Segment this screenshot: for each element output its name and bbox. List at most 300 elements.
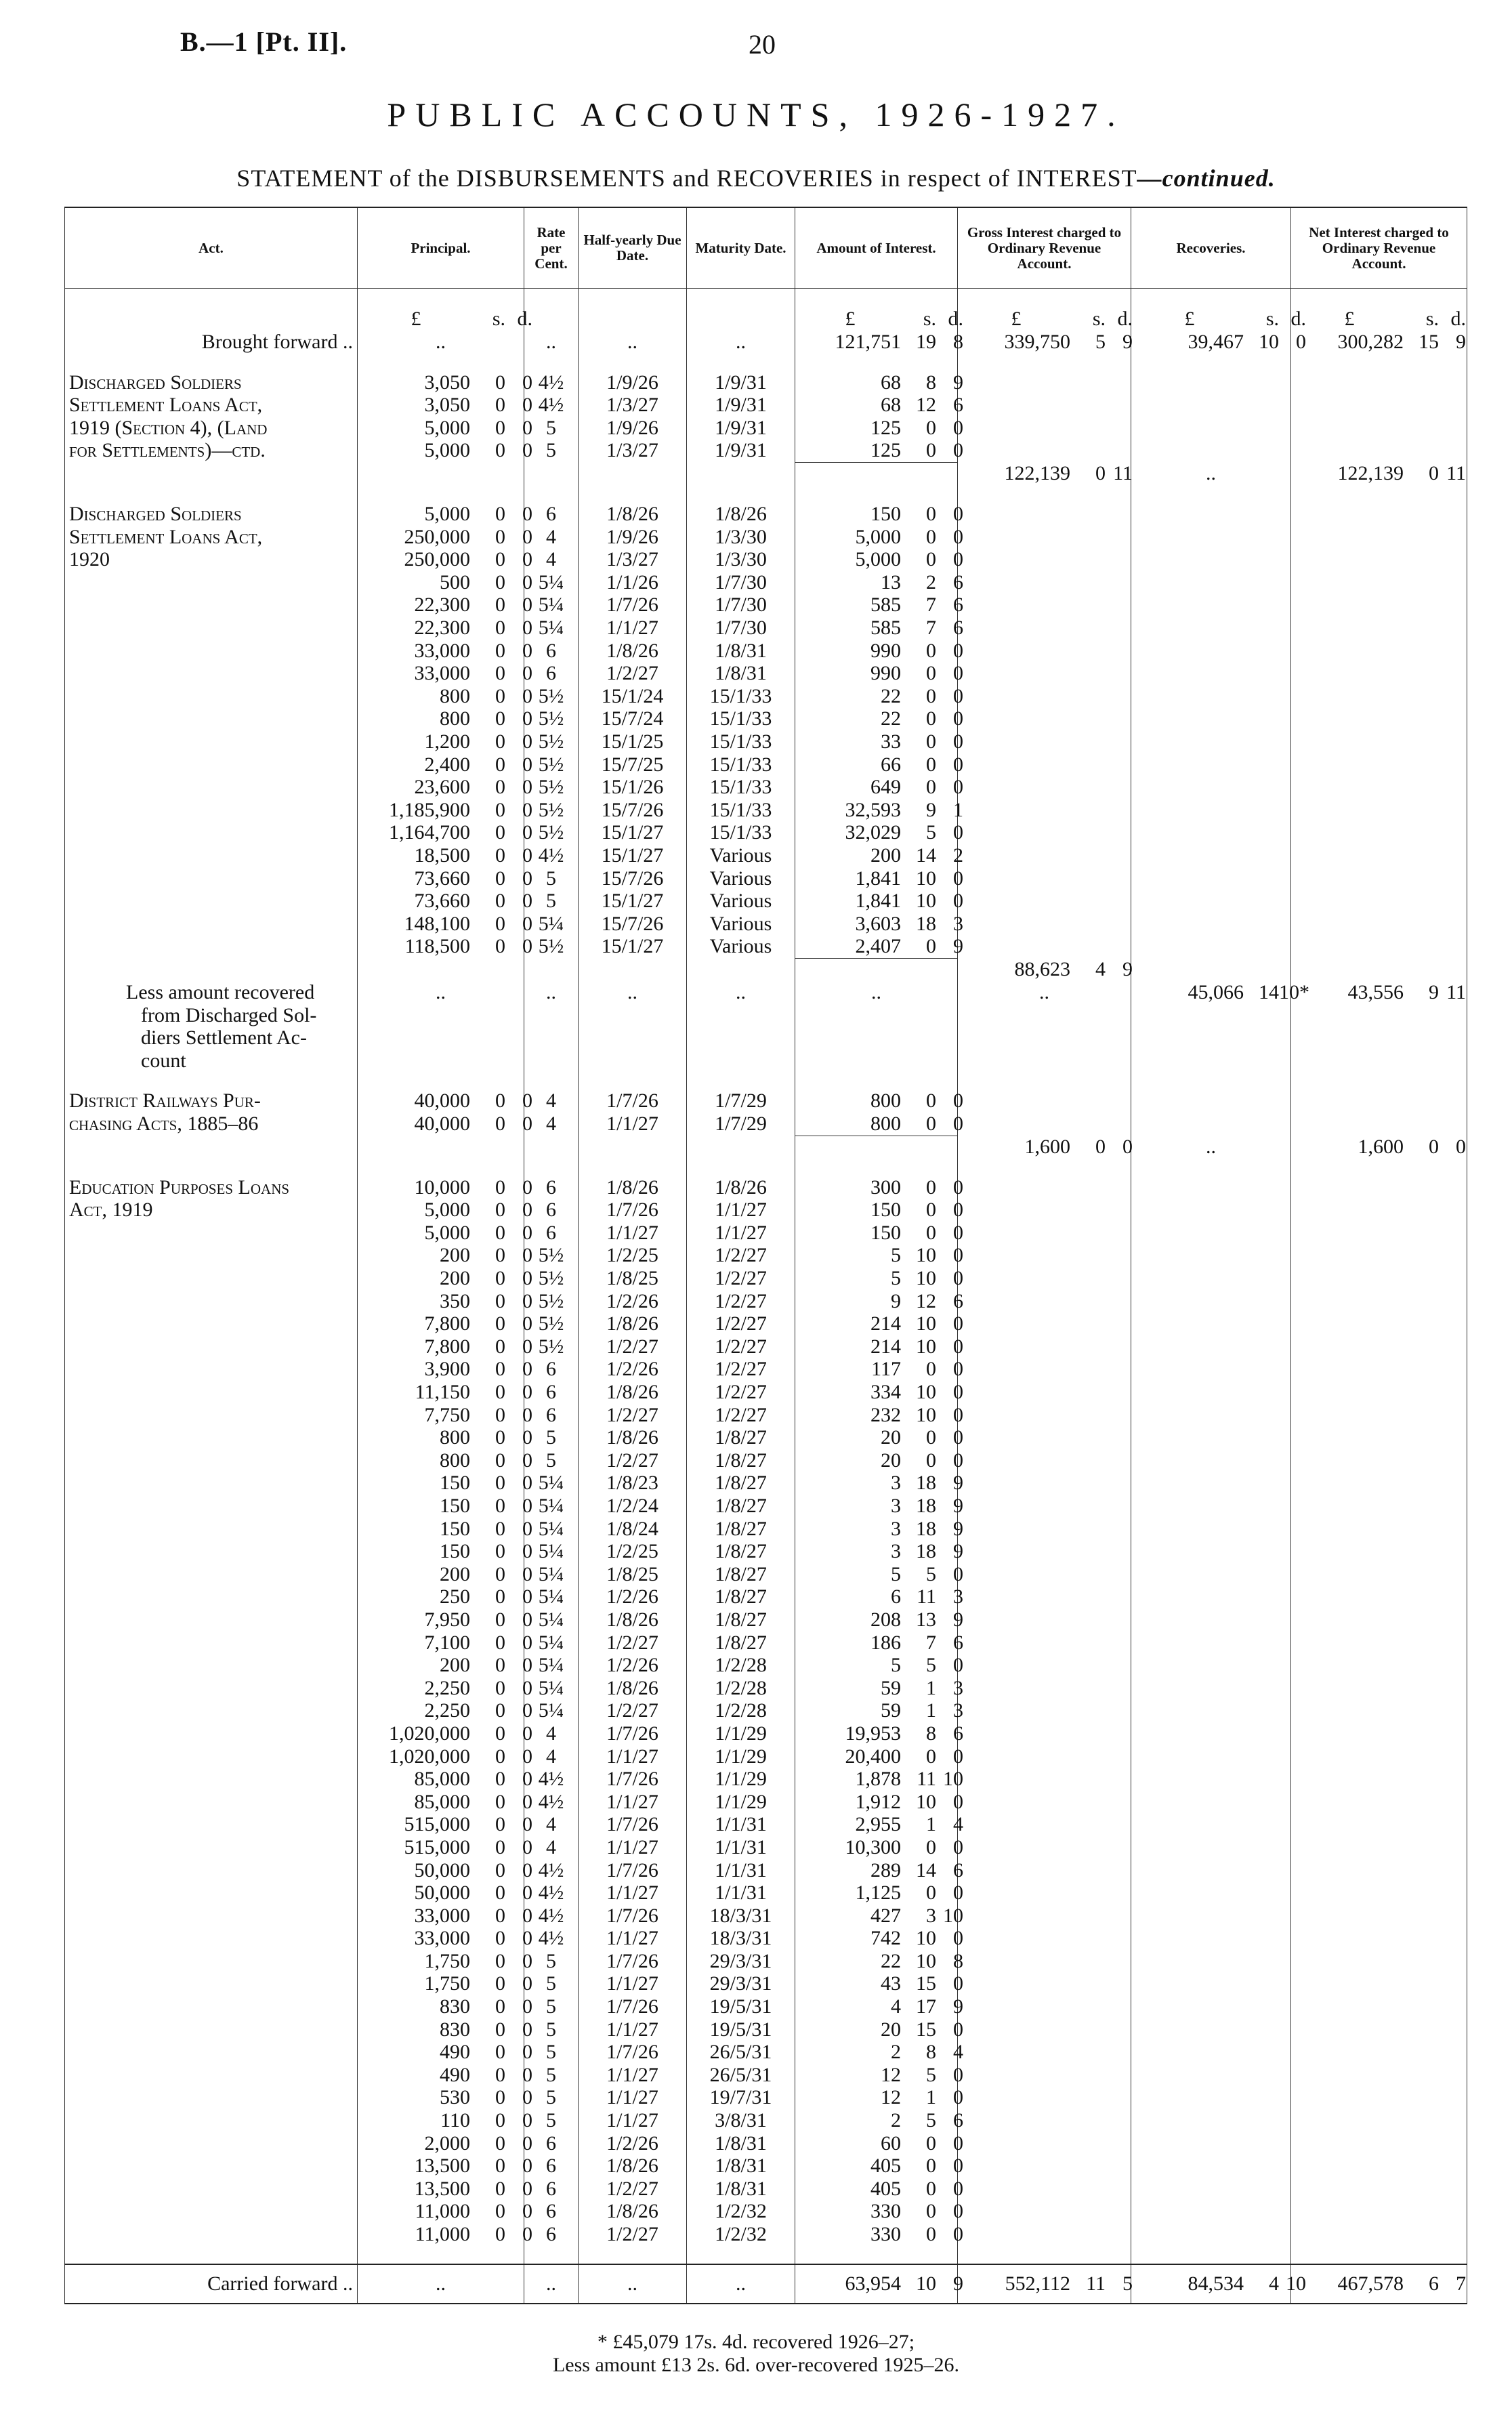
amount-pence: 0 (953, 867, 963, 890)
section-recoveries (1131, 462, 1291, 485)
amount-pounds: 125 (870, 439, 901, 462)
amount-pounds: 125 (870, 416, 901, 439)
amount-lsd (799, 2155, 963, 2178)
cell-principal (358, 776, 532, 799)
cell-gross (958, 571, 1131, 594)
cell-recoveries (1131, 1905, 1291, 1928)
carried-forward-gross (958, 2264, 1131, 2304)
units-gross-lsd (962, 308, 1133, 331)
principal-pence: 0 (522, 2223, 532, 2245)
amount-lsd (799, 394, 963, 417)
cell-due-date (579, 1608, 687, 1631)
cell-amount (795, 503, 963, 526)
amount-shillings: 8 (926, 2041, 936, 2064)
rate-value: 6 (546, 2155, 556, 2178)
section-net-pence: 11 (1446, 462, 1466, 485)
due-date-value: 1/7/26 (606, 1768, 658, 1791)
table-row (65, 371, 1467, 394)
maturity-date-value: 1/1/31 (715, 1835, 767, 1858)
amount-pence: 0 (953, 1654, 963, 1677)
amount-shillings: 10 (916, 867, 936, 890)
amount-pence: 0 (953, 1267, 963, 1290)
carried-forward-recoveries (1131, 2264, 1306, 2304)
principal-pence: 0 (522, 1517, 532, 1540)
cell-net (1291, 1222, 1467, 1245)
section-gross-pounds: 1,600 (1024, 1136, 1070, 1159)
placeholder-dots: .. (436, 331, 446, 353)
brought-forward-maturity (687, 331, 795, 354)
due-date-value: 1/8/25 (606, 1562, 658, 1585)
principal-lsd (362, 1927, 532, 1950)
cell-net (1291, 1745, 1467, 1768)
cell-due-date (579, 2064, 687, 2087)
section-gross-shillings: 4 (1095, 958, 1106, 981)
cell-maturity-date (687, 571, 795, 594)
amount-lsd (799, 1563, 963, 1586)
cell-recoveries (1131, 1563, 1291, 1586)
cell-gross (958, 1813, 1131, 1836)
cf-recoveries (1135, 2272, 1306, 2295)
cell-maturity-date (687, 1654, 795, 1677)
amount-pence: 0 (953, 684, 963, 707)
principal-pence: 0 (522, 1199, 532, 1222)
cell-recoveries (1131, 1290, 1291, 1313)
amount-pounds: 2,407 (855, 935, 901, 958)
principal-pounds: 250 (440, 1585, 470, 1608)
due-date-value: 1/9/26 (606, 525, 658, 548)
amount-pounds: 214 (870, 1335, 901, 1358)
principal-lsd (362, 867, 532, 890)
placeholder-dots: .. (736, 981, 746, 1004)
cell-principal (358, 1608, 532, 1631)
principal-shillings: 0 (495, 1289, 505, 1312)
maturity-date-value: 1/9/31 (715, 416, 767, 439)
cell-maturity-date (687, 417, 795, 440)
cell-gross (958, 1631, 1131, 1655)
cell-principal (358, 594, 532, 617)
principal-pence: 0 (522, 2041, 532, 2064)
amount-shillings: 0 (926, 1089, 936, 1112)
cell-gross (958, 1267, 1131, 1290)
cell-gross (958, 1199, 1131, 1222)
amount-shillings: 18 (916, 1517, 936, 1540)
principal-pence: 0 (522, 1472, 532, 1495)
amount-pounds: 22 (881, 707, 901, 730)
cell-due-date (579, 867, 687, 890)
maturity-date-value: 18/3/31 (709, 1904, 772, 1927)
cell-gross (958, 1495, 1131, 1518)
principal-pounds: 1,185,900 (389, 798, 470, 821)
cell-due-date (579, 1677, 687, 1700)
cell-net (1291, 1540, 1467, 1563)
principal-shillings: 0 (495, 776, 505, 799)
principal-shillings: 0 (495, 1358, 505, 1381)
principal-pence: 0 (522, 2063, 532, 2086)
due-date-value: 1/2/24 (606, 1495, 658, 1517)
cell-net (1291, 594, 1467, 617)
unit-shilling: s. (1425, 308, 1439, 331)
principal-pounds: 200 (440, 1562, 470, 1585)
cell-amount (795, 1267, 963, 1290)
principal-pounds: 10,000 (414, 1176, 470, 1199)
cell-amount (795, 1585, 963, 1608)
due-date-value: 15/7/26 (601, 867, 664, 890)
principal-pounds: 1,020,000 (389, 1745, 470, 1768)
principal-shillings: 0 (495, 1835, 505, 1858)
maturity-date-value: 1/7/29 (715, 1112, 767, 1135)
cell-recoveries (1131, 1518, 1291, 1541)
cell-maturity-date (687, 1495, 795, 1518)
bf-gross-pence: 9 (1122, 331, 1133, 353)
cell-recoveries (1131, 662, 1291, 685)
principal-shillings: 0 (495, 1904, 505, 1927)
principal-pence: 0 (522, 548, 532, 571)
amount-pounds: 43 (881, 1972, 901, 1995)
maturity-date-value: 1/7/30 (715, 617, 767, 640)
principal-lsd (362, 1631, 532, 1655)
rate-value: 4 (546, 525, 556, 548)
cell-maturity-date (687, 1358, 795, 1381)
cell-net (1291, 1495, 1467, 1518)
amount-pence: 0 (953, 1089, 963, 1112)
cell-maturity-date (687, 1722, 795, 1745)
principal-lsd (362, 1112, 532, 1136)
cell-net (1291, 1608, 1467, 1631)
cell-rate (524, 2246, 579, 2264)
amount-shillings: 14 (916, 844, 936, 867)
cell-net (1291, 662, 1467, 685)
cell-maturity-date (687, 1950, 795, 1973)
cell-principal (358, 2132, 532, 2155)
cell-net (1291, 821, 1467, 844)
cell-recoveries (1131, 2086, 1291, 2109)
due-date-value: 1/8/26 (606, 1176, 658, 1199)
cell-recoveries (1131, 2064, 1291, 2087)
cell-net (1291, 1312, 1467, 1335)
principal-lsd (362, 2132, 532, 2155)
unit-shilling: s. (923, 308, 936, 331)
cell-maturity-date (687, 2064, 795, 2087)
cell-amount (795, 1244, 963, 1267)
cell-due-date (579, 1699, 687, 1722)
cell-maturity (687, 1136, 795, 1159)
cf-recoveries-shillings: 4 (1269, 2272, 1279, 2295)
principal-pounds: 33,000 (414, 639, 470, 662)
cell-gross (958, 1972, 1131, 1995)
maturity-date-value: 1/2/27 (715, 1335, 767, 1358)
due-date-value: 1/2/27 (606, 1631, 658, 1654)
amount-pounds: 32,029 (845, 821, 901, 844)
amount-lsd (799, 1290, 963, 1313)
maturity-date-value: 15/1/33 (709, 798, 772, 821)
cell-amount (795, 1949, 963, 1973)
cell-maturity-date (687, 1267, 795, 1290)
maturity-date-value: 1/3/30 (715, 548, 767, 571)
amount-pence: 4 (953, 1813, 963, 1836)
amount-pence: 0 (953, 707, 963, 730)
amount-shillings: 0 (926, 707, 936, 730)
cell-principal (358, 730, 532, 753)
cell-net (1291, 1995, 1467, 2018)
cell-amount (795, 1112, 963, 1136)
amount-shillings: 0 (926, 1221, 936, 1244)
cell-gross (958, 1791, 1131, 1814)
amount-lsd (799, 913, 963, 936)
cell-net (1291, 485, 1467, 503)
due-date-value: 1/1/27 (606, 2086, 658, 2109)
placeholder-dots: .. (627, 981, 637, 1004)
cf-recoveries-pounds: 84,534 (1188, 2272, 1244, 2295)
cell-recoveries (1131, 1112, 1291, 1136)
cell-principal (358, 1289, 532, 1313)
cell-gross (958, 890, 1131, 913)
cell-recoveries (1131, 1176, 1291, 1199)
principal-shillings: 0 (495, 416, 505, 439)
cell-gross (958, 799, 1131, 822)
amount-pounds: 20,400 (845, 1745, 901, 1768)
amount-shillings: 0 (926, 1745, 936, 1768)
amount-pence: 3 (953, 912, 963, 935)
cell-amount (795, 639, 963, 663)
due-date-value: 1/8/26 (606, 2155, 658, 2178)
principal-pounds: 13,500 (414, 2177, 470, 2200)
amount-lsd (799, 1745, 963, 1768)
amount-pounds: 5 (891, 1267, 901, 1290)
amount-pounds: 5 (891, 1562, 901, 1585)
cell-net (1291, 1950, 1467, 1973)
units-row (65, 289, 1467, 331)
cell-due-date (579, 890, 687, 913)
cell-maturity-date (687, 890, 795, 913)
principal-pence: 0 (522, 753, 532, 776)
section-net-pence: 11 (1446, 981, 1466, 1004)
maturity-date-value: 1/2/32 (715, 2223, 767, 2245)
principal-shillings: 0 (495, 730, 505, 753)
maturity-date-value: 15/1/33 (709, 684, 772, 707)
cell-principal (358, 2223, 532, 2246)
cell-due-date (579, 1881, 687, 1905)
cell-due-date (579, 799, 687, 822)
principal-shillings: 0 (495, 1768, 505, 1791)
maturity-date-value: 1/3/30 (715, 525, 767, 548)
unit-shilling: s. (1265, 308, 1279, 331)
principal-shillings: 0 (495, 1972, 505, 1995)
amount-lsd (799, 617, 963, 640)
cell-gross (958, 1472, 1131, 1495)
due-date-value: 1/8/26 (606, 639, 658, 662)
cell-due-date (579, 844, 687, 867)
cell-due-date (579, 617, 687, 640)
amount-shillings: 0 (926, 548, 936, 571)
principal-pence: 0 (522, 867, 532, 890)
principal-lsd (362, 1222, 532, 1245)
principal-pounds: 515,000 (404, 1813, 470, 1836)
amount-lsd (799, 2018, 963, 2041)
cell-net (1291, 890, 1467, 913)
cell-principal (358, 570, 532, 594)
cell-recoveries (1131, 1312, 1291, 1335)
cell-recoveries (1131, 867, 1291, 890)
cell-net (1291, 1199, 1467, 1222)
cell-principal (358, 1517, 532, 1541)
amount-shillings: 0 (926, 639, 936, 662)
amount-lsd (799, 1654, 963, 1677)
principal-lsd (362, 548, 532, 571)
cell-net (1291, 571, 1467, 594)
principal-shillings: 0 (495, 1858, 505, 1881)
unit-pence: d. (1450, 308, 1466, 331)
principal-pounds: 85,000 (414, 1790, 470, 1813)
amount-pence: 0 (953, 2155, 963, 2178)
act-name-line: for Settlements)—ctd. (69, 439, 266, 462)
cell-net (1291, 1859, 1467, 1882)
principal-shillings: 0 (495, 1722, 505, 1745)
due-date-value: 15/1/26 (601, 776, 664, 799)
cell-gross (958, 1176, 1131, 1199)
cell-maturity-date (687, 1677, 795, 1700)
amount-shillings: 18 (916, 1540, 936, 1563)
cell-maturity (687, 981, 795, 1072)
cell-principal (358, 1112, 532, 1136)
amount-shillings: 3 (926, 1904, 936, 1927)
amount-lsd (799, 2086, 963, 2109)
cell-due-date (579, 1222, 687, 1245)
amount-pounds: 22 (881, 1949, 901, 1972)
cell-net (1291, 1244, 1467, 1267)
act-name-line: Discharged Soldiers (69, 371, 242, 394)
principal-lsd (362, 1859, 532, 1882)
cell-recoveries (1131, 1540, 1291, 1563)
cell-gross (958, 2064, 1131, 2087)
cell-principal (358, 1699, 532, 1722)
units-recoveries-lsd (1135, 308, 1306, 331)
cell-maturity-date (687, 2155, 795, 2178)
principal-lsd (362, 2155, 532, 2178)
principal-lsd (362, 1768, 532, 1791)
cell-recoveries (1131, 776, 1291, 799)
cell-due-date (579, 640, 687, 663)
spacer-row (65, 485, 1467, 503)
cell-maturity-date (687, 821, 795, 844)
principal-pounds: 18,500 (414, 844, 470, 867)
cell-maturity-date (687, 1176, 795, 1199)
cell-gross (958, 1608, 1131, 1631)
maturity-date-value: 1/2/28 (715, 1676, 767, 1699)
section-gross (962, 958, 1133, 981)
amount-pounds: 334 (870, 1381, 901, 1404)
principal-pence: 0 (522, 439, 532, 462)
amount-lsd (799, 1222, 963, 1245)
amount-shillings: 0 (926, 662, 936, 685)
principal-pence: 0 (522, 1112, 532, 1135)
cell-principal (358, 394, 532, 417)
amount-lsd (799, 2109, 963, 2132)
cell-recoveries (1131, 1722, 1291, 1745)
principal-lsd (362, 617, 532, 640)
amount-pence: 0 (953, 1881, 963, 1905)
section-net-total (1291, 462, 1467, 485)
maturity-date-value: 1/1/31 (715, 1858, 767, 1881)
principal-pence: 0 (522, 1426, 532, 1449)
principal-pence: 0 (522, 1881, 532, 1905)
cell-gross (958, 439, 1131, 462)
rate-value: 5 (546, 439, 556, 462)
principal-pence: 0 (522, 1790, 532, 1813)
cell-net (1291, 1791, 1467, 1814)
cell-amount (795, 1289, 963, 1313)
cell-net (1291, 439, 1467, 462)
principal-pence: 0 (522, 1676, 532, 1699)
amount-shillings: 1 (926, 1699, 936, 1722)
amount-pounds: 1,912 (855, 1790, 901, 1813)
amount-lsd (799, 1495, 963, 1518)
amount-pounds: 12 (881, 2063, 901, 2086)
principal-shillings: 0 (495, 707, 505, 730)
amount-shillings: 0 (926, 1176, 936, 1199)
carried-forward-row (65, 2264, 1467, 2304)
cf-net-pence: 7 (1456, 2272, 1466, 2295)
amount-pounds: 13 (881, 570, 901, 594)
cell-principal (358, 1176, 532, 1199)
maturity-date-value: 1/9/31 (715, 371, 767, 394)
brought-forward-amount (795, 331, 963, 354)
principal-shillings: 0 (495, 570, 505, 594)
cell-maturity-date (687, 1972, 795, 1995)
amount-lsd (799, 1426, 963, 1449)
principal-shillings: 0 (495, 1426, 505, 1449)
cell-principal (358, 1312, 532, 1335)
cell-recoveries (1131, 594, 1291, 617)
amount-pounds: 60 (881, 2132, 901, 2155)
due-date-value: 15/1/25 (601, 730, 664, 753)
amount-pence: 3 (953, 1676, 963, 1699)
cell-maturity-date (687, 2223, 795, 2246)
due-date-value: 1/2/27 (606, 2223, 658, 2245)
units-maturity (687, 289, 795, 331)
rate-value: 5 (546, 2063, 556, 2086)
due-date-value: 1/1/27 (606, 2018, 658, 2041)
section-gross-total (958, 1136, 1131, 1159)
cell-maturity-date (687, 707, 795, 730)
maturity-date-value: Various (709, 890, 772, 913)
cell-gross (958, 753, 1131, 776)
act-name (65, 371, 358, 463)
unit-shilling: s. (1092, 308, 1106, 331)
due-date-value: 15/7/25 (601, 753, 664, 776)
principal-lsd (362, 1199, 532, 1222)
act-name (65, 1176, 358, 2246)
cell-principal (358, 1072, 524, 1089)
principal-shillings: 0 (495, 2177, 505, 2200)
section-recoveries (1131, 1136, 1291, 1159)
cell-rate (524, 462, 579, 485)
cell-net (1291, 1358, 1467, 1381)
amount-pence: 0 (953, 821, 963, 844)
cell-amount (795, 371, 963, 394)
cell-recoveries (1131, 485, 1291, 503)
principal-lsd (362, 1813, 532, 1836)
cell-amount (795, 1768, 963, 1791)
cell-amount (795, 1972, 963, 1995)
cell-gross (958, 2109, 1131, 2132)
due-date-value: 1/7/26 (606, 1949, 658, 1972)
principal-pence: 0 (522, 890, 532, 913)
amount-lsd (799, 1449, 963, 1472)
cell-recoveries (1131, 1267, 1291, 1290)
maturity-date-value: 1/8/27 (715, 1608, 767, 1631)
cell-principal (358, 1449, 532, 1472)
cell-due (579, 1136, 687, 1159)
